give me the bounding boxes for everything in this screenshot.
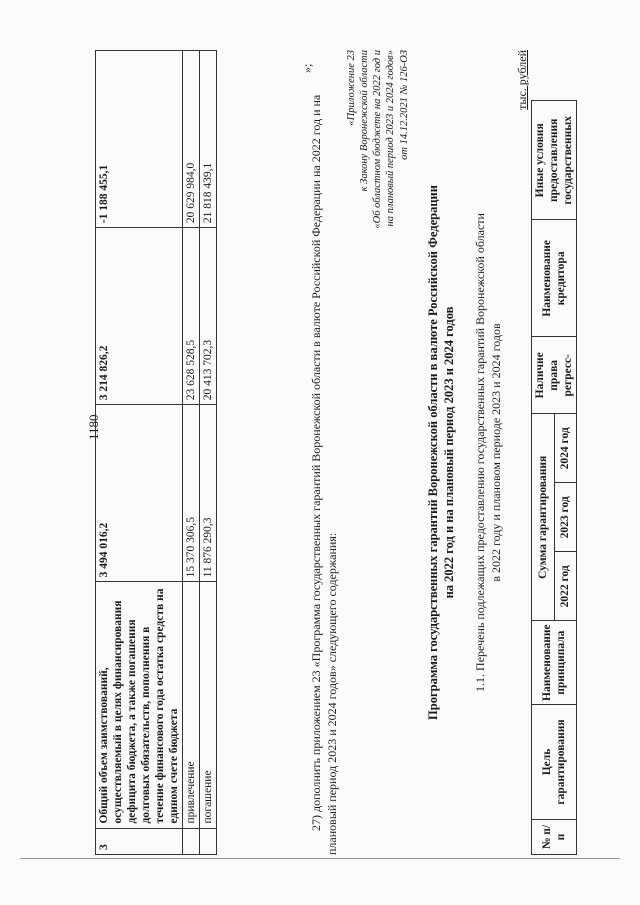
- sub-row-label: привлечение: [183, 582, 200, 828]
- header-creditor: Наименование кредитора: [532, 220, 577, 337]
- empty-cell: [183, 828, 200, 854]
- header-goal: Цель гарантирования: [532, 705, 577, 820]
- header-year-2024: 2024 год: [554, 414, 577, 483]
- page-number: 1180: [86, 414, 101, 440]
- header-other-conditions: Иные условия предоставления государственных: [532, 101, 577, 220]
- header-year-2023: 2023 год: [554, 483, 577, 552]
- guarantees-table-wrapper: [531, 50, 605, 855]
- value-2023: 3 214 826,2: [96, 228, 183, 405]
- header-regress: Наличие права регресс-: [532, 337, 577, 414]
- sub-row-label: погашение: [200, 582, 217, 828]
- units-label: тыс. рублей: [515, 50, 529, 110]
- row-number: 3: [96, 828, 183, 854]
- value-2022: 11 876 290,3: [200, 405, 217, 582]
- closing-mark: »;: [300, 63, 314, 73]
- value-2022: 3 494 016,2: [96, 405, 183, 582]
- value-2023: 20 413 702,3: [200, 228, 217, 405]
- table-row: [96, 51, 183, 855]
- table-row: [183, 51, 200, 855]
- scan-bottom-edge: [20, 858, 620, 859]
- header-year-2022: 2022 год: [554, 552, 577, 621]
- value-2023: 23 628 528,5: [183, 228, 200, 405]
- guarantees-table: [531, 100, 577, 855]
- table-row: [200, 51, 217, 855]
- value-2024: -1 188 455,1: [96, 51, 183, 228]
- program-title: Программа государственных гарантий Воронежской области в валюте Российской Федерации на 2022 год и на плановый период 2023 и 2024 годов: [426, 185, 457, 720]
- amendment-paragraph: [309, 50, 340, 855]
- header-principal: Наименование принципала: [532, 621, 577, 705]
- paragraph-text: 27) дополнить приложением 23 «Программа государственных гарантий Воронежской области в валюте Российской Федерации на 2022 год и на плановый период 2023 и 2024 годов» следующего содержания:: [309, 94, 339, 855]
- table-header-row: [532, 101, 555, 855]
- empty-cell: [200, 828, 217, 854]
- appendix-header: «Приложение 23 к Закону Воронежской области «Об областном бюджете на 2022 год и на плановый период 2023 и 2024 годов» от 14.12.2021 № 126-ОЗ: [346, 50, 410, 229]
- header-amount: Сумма гарантирования: [532, 414, 555, 621]
- row-description: Общий объем заимствований, осуществляемый в целях финансирования дефицита бюджета, а также погашения долговых обязательств, пополнения в течение финансового года остатка средств на едином счете бюджета: [96, 582, 183, 828]
- section-title: 1.1. Перечень подлежащих предоставлению государственных гарантий Воронежской области в 2022 году и плановом периоде 2023 и 2024 годов: [473, 213, 503, 692]
- borrowings-table: [95, 50, 217, 855]
- value-2022: 15 370 306,5: [183, 405, 200, 582]
- header-no: № п/п: [532, 820, 577, 855]
- value-2024: 20 629 984,0: [183, 51, 200, 228]
- rotated-page-content: [95, 50, 605, 855]
- value-2024: 21 818 439,1: [200, 51, 217, 228]
